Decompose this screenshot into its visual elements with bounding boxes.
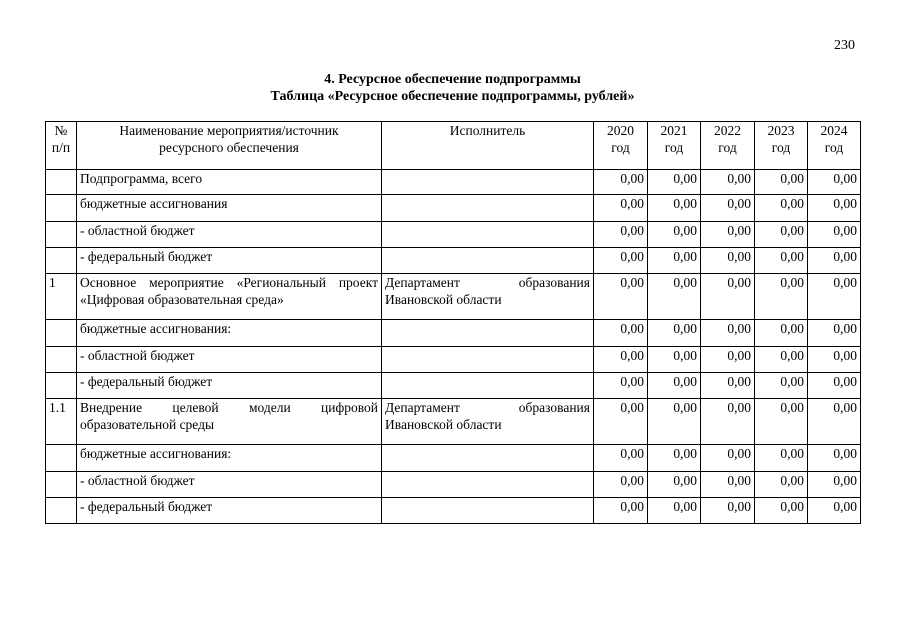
row-executor [382,195,594,222]
title-line-1: 4. Ресурсное обеспечение подпрограммы [324,72,581,87]
value-2024: 0,00 [808,347,861,373]
value-2021: 0,00 [648,195,701,222]
header-year-unit: год [664,140,684,155]
value-2021: 0,00 [648,445,701,472]
value-2024: 0,00 [808,445,861,472]
row-executor [382,170,594,195]
table-row [46,170,861,195]
header-num-line2: п/п [51,140,71,155]
value-2022: 0,00 [701,373,755,399]
row-executor [382,320,594,347]
value-2021: 0,00 [648,498,701,524]
value-2022: 0,00 [701,399,755,445]
header-year: 2021 [660,123,688,138]
header-year-2023 [755,122,808,170]
row-num [46,373,77,399]
page-number: 230 [834,38,855,53]
value-2024: 0,00 [808,373,861,399]
header-year: 2022 [714,123,741,138]
value-2023: 0,00 [755,399,808,445]
header-year: 2020 [607,123,634,138]
value-2022: 0,00 [701,320,755,347]
row-name: - областной бюджет [77,347,382,373]
row-num: 1 [46,274,77,320]
value-2021: 0,00 [648,472,701,498]
value-2022: 0,00 [701,248,755,274]
header-year: 2023 [767,123,795,138]
value-2022: 0,00 [701,195,755,222]
row-name: бюджетные ассигнования [77,195,382,222]
value-2024: 0,00 [808,399,861,445]
header-year-unit: год [718,140,737,155]
value-2022: 0,00 [701,170,755,195]
value-2023: 0,00 [755,222,808,248]
row-num [46,320,77,347]
value-2023: 0,00 [755,320,808,347]
header-year: 2024 [820,123,848,138]
row-executor [382,472,594,498]
value-2020: 0,00 [594,472,648,498]
table-row [46,320,861,347]
value-2021: 0,00 [648,347,701,373]
table-row [46,445,861,472]
table-row [46,222,861,248]
row-num [46,445,77,472]
row-name: бюджетные ассигнования: [77,320,382,347]
row-executor [382,373,594,399]
row-num [46,195,77,222]
header-num [46,122,77,170]
value-2020: 0,00 [594,347,648,373]
value-2020: 0,00 [594,195,648,222]
row-name: - областной бюджет [77,472,382,498]
value-2021: 0,00 [648,373,701,399]
table-row [46,195,861,222]
value-2024: 0,00 [808,248,861,274]
value-2024: 0,00 [808,320,861,347]
value-2023: 0,00 [755,445,808,472]
row-executor: Департамент образования Ивановской области [382,399,594,445]
table-row [46,347,861,373]
value-2023: 0,00 [755,498,808,524]
row-executor [382,498,594,524]
value-2020: 0,00 [594,320,648,347]
value-2022: 0,00 [701,472,755,498]
value-2023: 0,00 [755,195,808,222]
value-2022: 0,00 [701,445,755,472]
row-name: Основное мероприятие «Региональный проект «Цифровая образовательная среда» [77,274,382,320]
value-2021: 0,00 [648,222,701,248]
value-2023: 0,00 [755,274,808,320]
row-name: - федеральный бюджет [77,498,382,524]
value-2021: 0,00 [648,320,701,347]
table-row [46,472,861,498]
header-year-unit: год [824,140,844,155]
value-2021: 0,00 [648,170,701,195]
row-name: - федеральный бюджет [77,373,382,399]
value-2020: 0,00 [594,445,648,472]
header-year-2021 [648,122,701,170]
row-executor [382,445,594,472]
header-year-2022 [701,122,755,170]
value-2020: 0,00 [594,498,648,524]
value-2024: 0,00 [808,170,861,195]
document-title [0,71,905,105]
value-2023: 0,00 [755,373,808,399]
header-year-unit: год [611,140,630,155]
row-executor [382,248,594,274]
row-name: - областной бюджет [77,222,382,248]
value-2020: 0,00 [594,170,648,195]
value-2020: 0,00 [594,399,648,445]
value-2024: 0,00 [808,472,861,498]
value-2022: 0,00 [701,498,755,524]
header-num-line1: № [54,123,68,138]
value-2023: 0,00 [755,170,808,195]
row-executor [382,222,594,248]
table-row [46,274,861,320]
value-2023: 0,00 [755,248,808,274]
value-2024: 0,00 [808,195,861,222]
value-2022: 0,00 [701,274,755,320]
header-row [46,122,861,170]
row-name: Внедрение целевой модели цифровой образовательной среды [77,399,382,445]
row-num [46,170,77,195]
row-num [46,472,77,498]
value-2023: 0,00 [755,347,808,373]
table-row [46,399,861,445]
value-2020: 0,00 [594,274,648,320]
table-row [46,498,861,524]
row-num [46,248,77,274]
header-name [77,122,382,170]
value-2021: 0,00 [648,248,701,274]
header-name-line1: Наименование мероприятия/источник [119,123,339,138]
value-2020: 0,00 [594,248,648,274]
header-year-2024 [808,122,861,170]
title-line-2: Таблица «Ресурсное обеспечение подпрограммы, рублей» [270,89,635,104]
header-name-line2: ресурсного обеспечения [159,140,299,155]
header-year-2020 [594,122,648,170]
header-year-unit: год [771,140,791,155]
row-num [46,498,77,524]
row-num [46,222,77,248]
resource-table [45,121,861,524]
row-name: - федеральный бюджет [77,248,382,274]
value-2021: 0,00 [648,274,701,320]
row-num [46,347,77,373]
row-name: Подпрограмма, всего [77,170,382,195]
header-executor: Исполнитель [382,122,594,170]
value-2024: 0,00 [808,222,861,248]
value-2020: 0,00 [594,373,648,399]
row-executor: Департамент образования Ивановской области [382,274,594,320]
value-2021: 0,00 [648,399,701,445]
value-2024: 0,00 [808,274,861,320]
value-2023: 0,00 [755,472,808,498]
row-num: 1.1 [46,399,77,445]
value-2022: 0,00 [701,222,755,248]
value-2022: 0,00 [701,347,755,373]
value-2024: 0,00 [808,498,861,524]
value-2020: 0,00 [594,222,648,248]
row-name: бюджетные ассигнования: [77,445,382,472]
row-executor [382,347,594,373]
table-row [46,248,861,274]
table-row [46,373,861,399]
